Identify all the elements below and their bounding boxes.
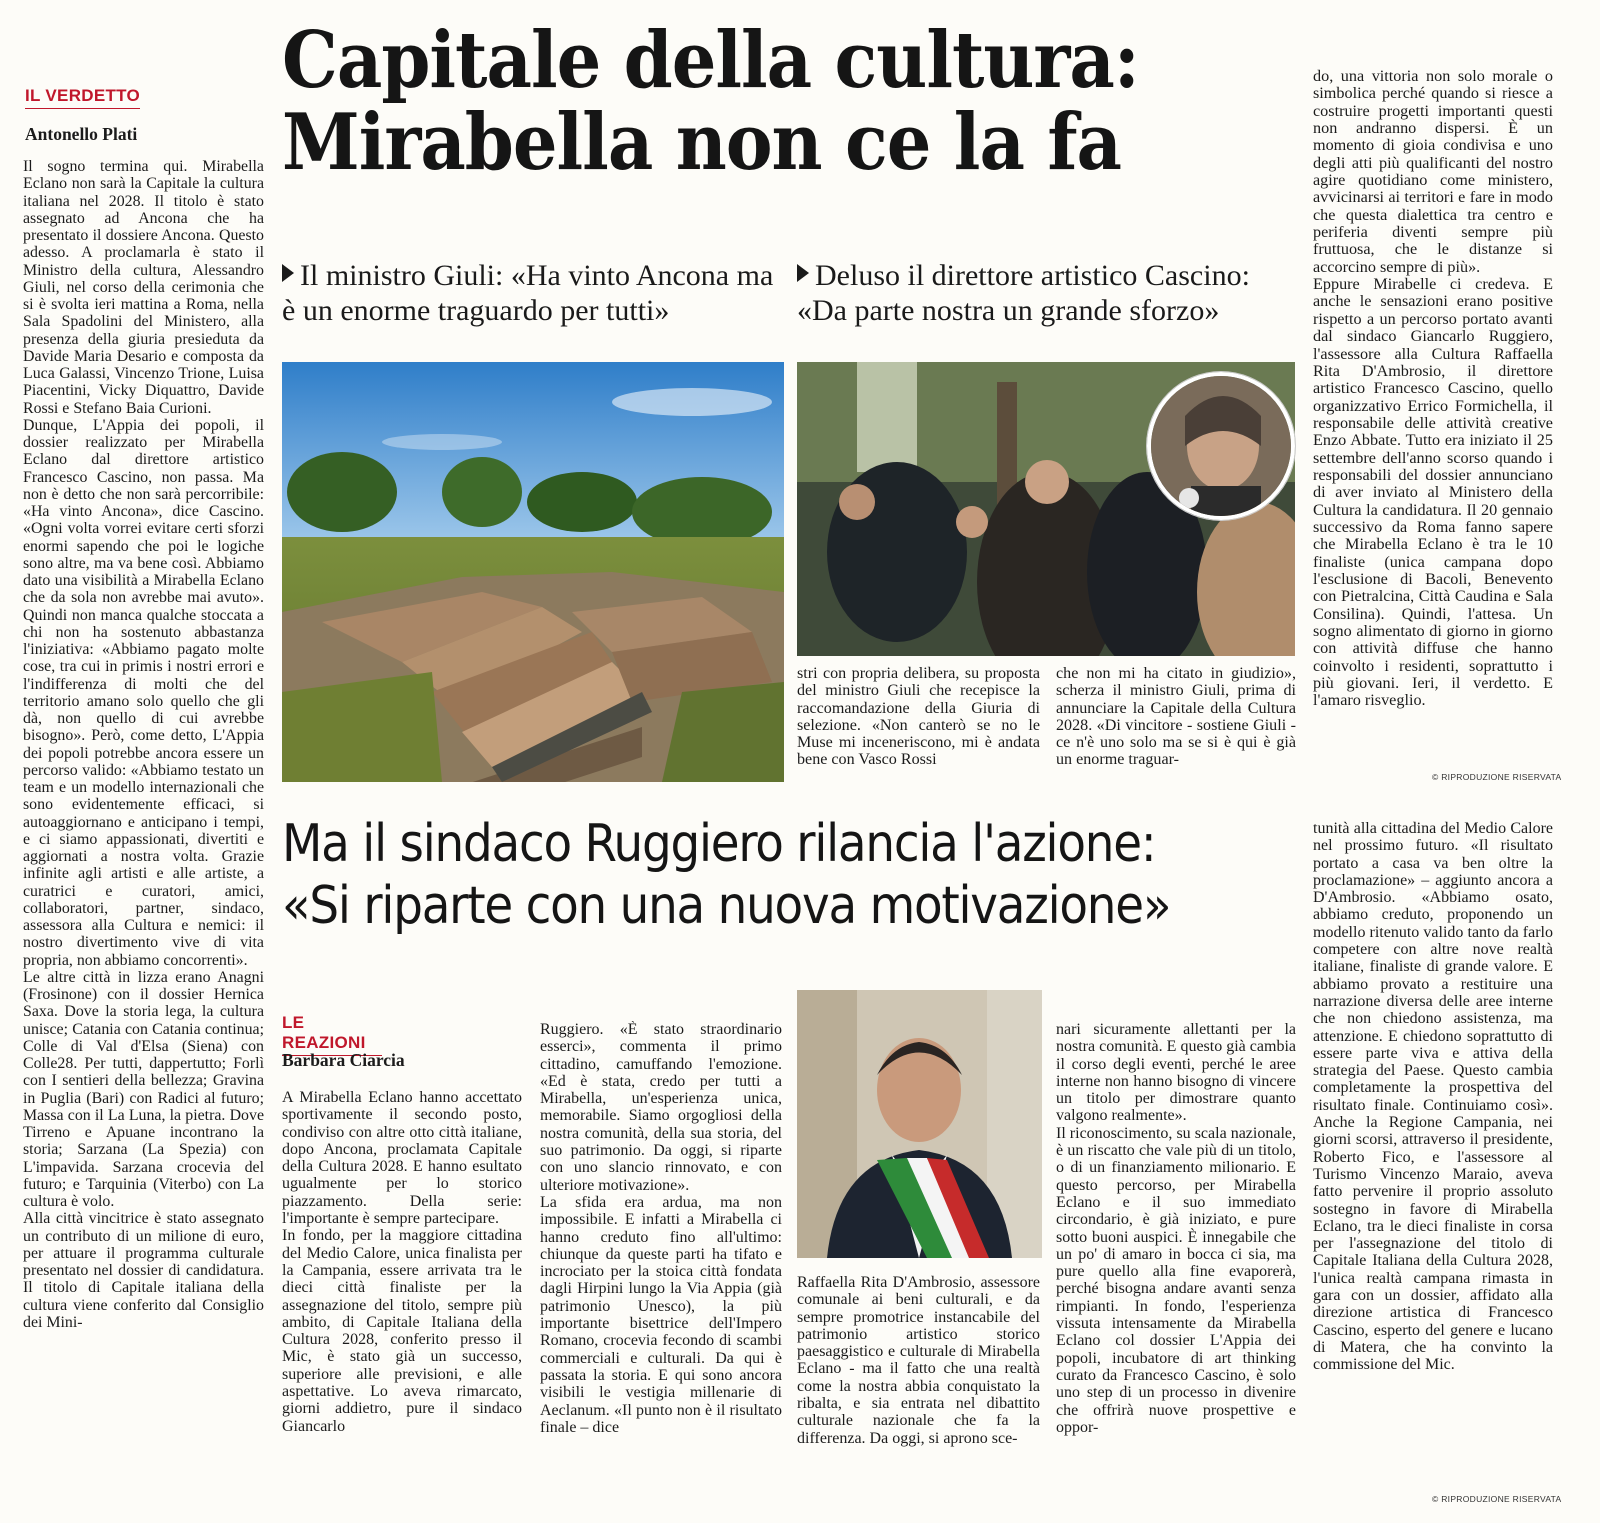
triangle-bullet-icon xyxy=(282,264,294,282)
copyright-bottom: © RIPRODUZIONE RISERVATA xyxy=(1432,1494,1562,1504)
cascino-portrait-inset xyxy=(1147,372,1295,520)
left-paragraph: Dunque, L'Appia dei popoli, il dossier realizzato per Mirabella Eclano dal direttore artistico Francesco Cascino, non passa. Ma non è detto che non sarà percorribile: «Ha vinto Ancona», dice Cascino. «Ogni volta vorrei evitare certi sforzi enormi sapendo che poi le logiche sono altre, ma va bene così. Abbiamo dato una visibilità a Mirabella Eclano che da sola non avrebbe mai avuto». Quindi non manca qualche stoccata a chi non ha sostenuto abbastanza l'iniziativa: «Abbiamo pagato molte cose, tra cui in primis i nostri errori e l'indifferenza di molti che del territorio amano solo quello che gli dà, non quello di cui avrebbe bisogno». Però, come detto, L'Appia dei popoli potrebbe ancora essere un percorso valido: «Abbiamo testato un team e un modello internazionali che sono evidentemente efficaci, si autoaggiornano e anticipano i tempi, e ci siamo appassionati, divertiti e aggiornati a nostra volta. Grazie infinite agli artisti e alle artiste, a curatrici e curatori, amici, collaboratori, partner, sindaco, assessora alla Cultura e nemici: il nostro divertimento vive di vita propria, non abbiamo concorrenti». xyxy=(23,416,264,969)
right-paragraph: Eppure Mirabelle ci credeva. E anche le sensazioni erano positive rispetto a un percorso portato avanti dal sindaco Giancarlo Ruggiero, l'assessore alla Cultura Raffaella Rita D'Ambrosio, il direttore artistico Francesco Cascino, quello organizzativo Errico Formichella, il responsabile delle attività creative Enzo Abbate. Tutto era iniziato il 25 settembre dell'anno scorso quando i responsabili del dossier annunciano di aver inviato al Ministero della Cultura la candidatura. Il 20 gennaio successivo da Roma fanno sapere che Mirabella Eclano è tra le 10 finaliste (unica campana dopo l'esclusione di Bacoli, Benevento con Pietralcina, Città Caudina e Sala Consilina). Quindi, l'attesa. Un sogno alimentato di giorno in giorno con attività diffuse che hanno coinvolto i residenti, soprattutto i più giovani. Ieri, il verdetto. E l'amaro risveglio. xyxy=(1313,275,1553,710)
bottom-col2 xyxy=(540,1021,782,1486)
subhead-giuli xyxy=(282,258,777,328)
bottom-paragraph: A Mirabella Eclano hanno accettato sportivamente il secondo posto, condiviso con altre otto città italiane, dopo Ancona, proclamata Capitale della Cultura 2028. E hanno esultato ugualmente per lo storico piazzamento. Della serie: l'importante è sempre partecipare. xyxy=(282,1089,522,1228)
ruins-photo xyxy=(282,362,784,782)
top-headline-line: Capitale della cultura: xyxy=(282,15,1139,106)
bottom-paragraph: In fondo, per la maggiore cittadina del Medio Calore, unica finalista per la Campania, essere arrivata tra le dieci città finaliste per la assegnazione del titolo, sempre più ambito, di Capitale Italiana della Cultura 2028, conferito presso il Mic, è stato già un successo, superiore alle previsioni, e alle aspettative. Lo aveva rimarcato, giorni addietro, pure il sindaco Giancarlo xyxy=(282,1227,522,1435)
left-paragraph: Alla città vincitrice è stato assegnato un contributo di un milione di euro, per attuare il programma culturale presentato nel dossier di candidatura. Il titolo di Capitale italiana della cultura viene conferito dal Consiglio dei Mini- xyxy=(23,1210,264,1331)
ruins-illustration xyxy=(282,362,784,782)
left-paragraph: Le altre città in lizza erano Anagni (Frosinone) con il dossier Hernica Saxa. Dove la storia lega, la cultura unisce; Catania con Catania continua; Colle di Val d'Elsa (Siena) con Colle28. Per tutti, dappertutto; Forlì con I sentieri della bellezza; Gravina in Puglia (Bari) con Radici al futuro; Massa con il La Luna, la pietra. Dove Tirreno e Apuane incontrano la storia; Sarzana (La Spezia) con L'impavida. Sarzana crocevia del futuro; e Tarquinia (Viterbo) con La cultura è volo. xyxy=(23,968,264,1210)
bottom-paragraph: Il riconoscimento, su scala nazionale, è un riscatto che vale più di un titolo, o di un finanziamento milionario. E questo percorso, per Mirabella Eclano e il suo immediato circondario, è già iniziato, e pure sotto buoni auspici. È innegabile che un po' di amaro in bocca ci sia, ma pure quello alla fine evaporerà, perché bisogna andare avanti senza rimpianti. In fondo, l'esperienza vissuta intensamente da Mirabella Eclano col dossier L'Appia dei popoli, incubatore di art thinking curato da Francesco Cascino, è solo uno step di un processo in divenire che offrirà nuove prospettive e oppor- xyxy=(1056,1124,1296,1436)
bottom-headline xyxy=(282,814,1302,936)
kicker-il-verdetto: IL VERDETTO xyxy=(25,86,140,109)
subhead-cascino xyxy=(797,258,1297,328)
mayor-illustration xyxy=(797,990,1042,1258)
top-headline-line: Mirabella non ce la fa xyxy=(282,97,1121,188)
portrait-illustration xyxy=(1151,376,1291,516)
bottom-paragraph: La sfida era ardua, ma non impossibile. E infatti a Mirabella ci hanno creduto fino all'ultimo: chiunque da queste parti ha tifato e incrociato per la stoica città fondata dagli Hirpini lungo la Via Appia (già patrimonio Unesco), la più importante bisettrice dell'Impero Romano, crocevia fecondo di scambi commerciali e culturali. Da qui è passata la storia. E qui sono ancora visibili le vestigia millenarie di Aeclanum. «Il punto non è il risultato finale – dice xyxy=(540,1193,782,1436)
bottom-headline-line: «Si riparte con una nuova motivazione» xyxy=(282,876,1171,936)
crowd-caption-col1: stri con propria delibera, su proposta del ministro Giuli che recepisce la raccomandazione della Giuria di selezione. «Non canterò se no le Muse mi inceneriscono, mi è andata bene con Vasco Rossi xyxy=(797,665,1040,769)
subhead-giuli-text: Il ministro Giuli: «Ha vinto Ancona ma è un enorme traguardo per tutti» xyxy=(282,259,774,327)
right-paragraph: do, una vittoria non solo morale o simbolica perché quando si riesce a costruire progetti importanti questi non andranno dispersi. È un momento di gioia condivisa e uno degli atti più qualificanti del nostro agire quotidiano come ministero, avvicinarsi ai territori e fare in modo che questa dialettica tra centro e periferia diventi sempre più fruttuosa, che le distanze si accorcino sempre di più». xyxy=(1313,67,1553,276)
author-plati: Antonello Plati xyxy=(25,124,138,144)
bottom-paragraph: Ruggiero. «È stato straordinario esserci», commenta il primo cittadino, camuffando l'emozione. «Ed è stata, credo per tutti a Mirabella, un'esperienza unica, memorabile. Siamo orgogliosi della nostra comunità, della sua storia, del suo patrimonio. Da oggi, si riparte con uno slancio rinnovato, e con ulteriore motivazione». xyxy=(540,1021,782,1194)
bottom-col5 xyxy=(1313,820,1553,1468)
bottom-col1 xyxy=(282,1089,522,1489)
mayor-caption-col3: Raffaella Rita D'Ambrosio, assessore comunale ai beni culturali, e da sempre promotrice instancabile del patrimonio artistico storico paesaggistico e culturale di Mirabella Eclano - ma il fatto che una realtà come la nostra abbia conquistato la ribalta, e sia entrata nel dibattito culturale nazionale che fa la differenza. Da oggi, si aprono sce- xyxy=(797,1274,1040,1447)
copyright-top: © RIPRODUZIONE RISERVATA xyxy=(1432,772,1562,782)
mayor-portrait xyxy=(797,990,1042,1258)
bottom-col4 xyxy=(1056,1021,1296,1486)
triangle-bullet-icon xyxy=(797,264,809,282)
right-article-body xyxy=(1313,68,1553,710)
bottom-headline-line: Ma il sindaco Ruggiero rilancia l'azione: xyxy=(282,814,1156,874)
left-article-body xyxy=(23,158,264,1478)
bottom-paragraph: nari sicuramente allettanti per la nostra comunità. E questo già cambia il corso degli eventi, perché le aree interne non hanno bisogno di vincere un titolo per dimostrare quanto valgono realmente». xyxy=(1056,1021,1296,1125)
crowd-caption-col2: che non mi ha citato in giudizio», scherza il ministro Giuli, prima di annunciare la Capitale della Cultura 2028. «Di vincitore - sostiene Giuli - ce n'è uno solo ma se si è qui è già un enorme traguar- xyxy=(1056,665,1296,769)
kicker-le-reazioni: LE REAZIONI xyxy=(282,1013,382,1056)
left-paragraph: Il sogno termina qui. Mirabella Eclano non sarà la Capitale la cultura italiana nel 2028. Il titolo è stato assegnato ad Ancona che ha presentato il dossiere Ancona. Questo adesso. A proclamarla è stato il Ministro della cultura, Alessandro Giuli, nel corso della cerimonia che si è svolta ieri mattina a Roma, nella Sala Spadolini del Ministero, alla presenza della giuria presieduta da Davide Maria Desario e composta da Luca Galassi, Vincenzo Trione, Luisa Piacentini, Vicky Diquattro, Davide Rossi e Stefano Baia Curioni. xyxy=(23,158,264,417)
top-headline xyxy=(282,15,1302,188)
bottom-paragraph: tunità alla cittadina del Medio Calore nel prossimo futuro. «Il risultato portato a casa va ben oltre la proclamazione» – aggiunto ancora a D'Ambrosio. «Abbiamo osato, abbiamo creduto, proponendo un modello ritenuto valido tanto da farlo competere con altre nove realtà italiane, finaliste di grande valore. E abbiamo provato a restituire una narrazione diversa delle aree interne che non chiedono assistenza, ma attenzione. E chiedono soprattutto di essere parte viva e attiva della strategia del Paese. Questo cambia completamente la prospettiva del risultato finale. Continuiamo così». Anche la Regione Campania, nei giorni scorsi, attraverso il presidente, Roberto Fico, e l'assessore al Turismo Vincenzo Maraio, aveva fatto pervenire il proprio assoluto sostegno in favore di Mirabella Eclano, tra le dieci finaliste in corsa per l'assegnazione del titolo di Capitale Italiana della Cultura 2028, l'unica realtà campana rimasta in gara con un dossier, affidato alla direzione artistica di Francesco Cascino, esperto del genere e lucano di Matera, che ha convinto la commissione del Mic. xyxy=(1313,820,1553,1374)
subhead-cascino-text: Deluso il direttore artistico Cascino: «Da parte nostra un grande sforzo» xyxy=(797,259,1250,327)
author-ciarcia: Barbara Ciarcia xyxy=(282,1050,405,1070)
